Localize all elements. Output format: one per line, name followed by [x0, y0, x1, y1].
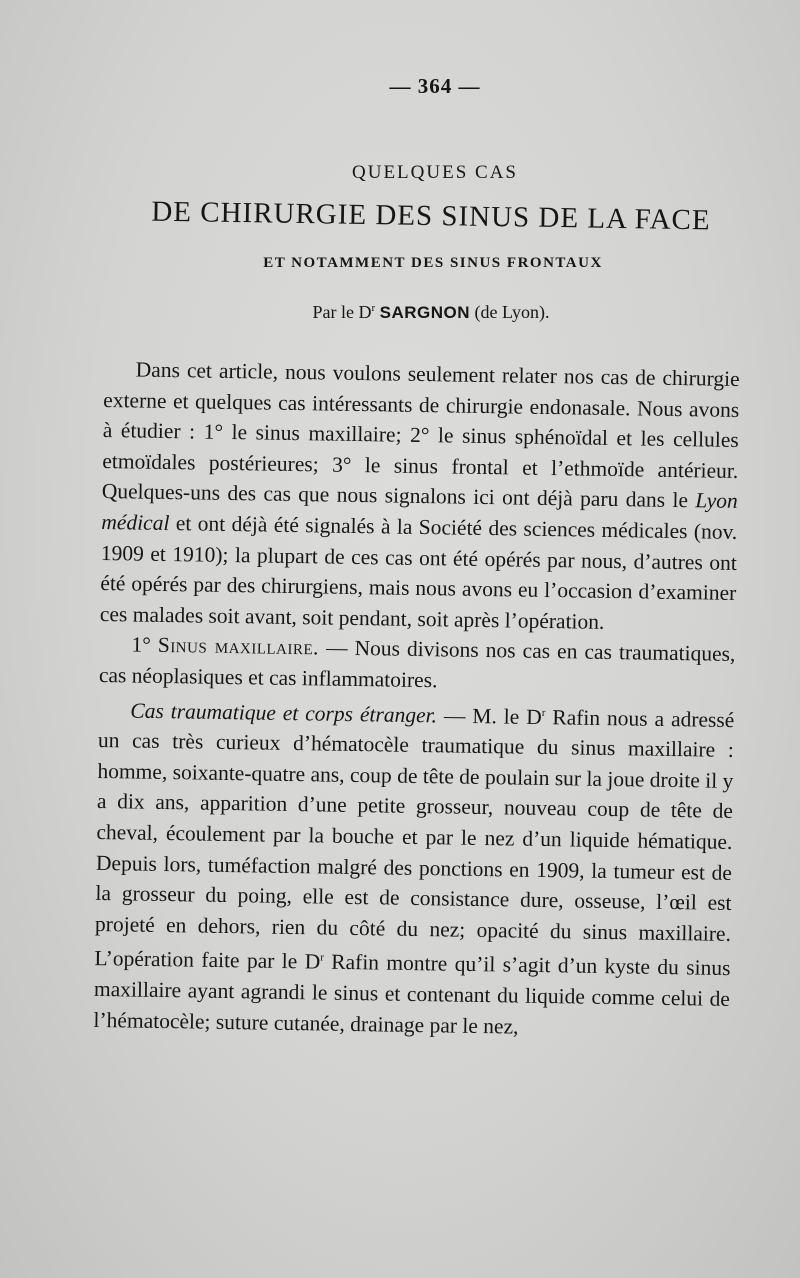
title-line-1: QUELQUES CAS — [352, 162, 518, 183]
case-sup-2: r — [320, 951, 325, 964]
article-body — [93, 354, 740, 1045]
section-title: Sinus maxillaire. — [157, 633, 320, 660]
section-text: — Nous divisons nos cas en cas traumatiques, cas néoplasiques et cas inflammatoires. — [98, 635, 736, 693]
case-text-b: Rafin nous a adressé un cas très curieux d’hématocèle traumatique du sinus maxillaire : homme, soixante-quatre ans, coup de tête de poulain sur la joue droite il y a dix ans, apparition d’une petite grosseur, nouveau coup de tête de cheval, écoulement par la bouche et par le nez d’un liquide hématique. Depuis lors, tuméfaction malgré des ponctions en 1909, la tumeur est de la grosseur du poing, elle est de consistance dure, osseuse, l’œil est projeté en dehors, rien du côté du nez; opacité du sinus maxillaire. L’opération faite par le D — [94, 704, 735, 975]
intro-text-b: et ont déjà été signalés à la Société des sciences médicales (nov. 1909 et 1910); la plupart de ces cas ont été opérés par nous, d’autres ont été opérés par des chirurgiens, mais nous avons eu l’occasion d’examiner ces malades soit avant, soit pendant, soit après l’opération. — [99, 511, 738, 634]
paragraph-intro — [100, 354, 740, 639]
page-number: — 364 — — [389, 74, 481, 98]
author-name: SARGNON — [379, 303, 471, 322]
author-suffix: (de Lyon). — [474, 302, 550, 322]
journal-title: Lyon médical — [101, 488, 738, 536]
author-prefix: Par le D — [312, 302, 372, 322]
author-line — [0, 302, 800, 323]
title-line-2: DE CHIRURGIE DES SINUS DE LA FACE — [151, 195, 711, 237]
author-title-sup: r — [371, 302, 376, 314]
case-sup-1: r — [541, 706, 546, 719]
intro-text-a: Dans cet article, nous voulons seulement relater nos cas de chirurgie externe et quelques cas intéressants de chirurgie endonasale. Nous avons à étudier : 1° le sinus maxillaire; 2° le sinus sphénoïdal et les cellules etmoïdales postérieures; 3° le sinus frontal et l’ethmoïde antérieur. Quelques-uns des cas que nous signalons ici ont déjà paru dans le — [101, 357, 740, 513]
case-subtitle: Cas traumatique et corps étranger. — [130, 698, 438, 727]
section-number: 1° — [131, 632, 151, 658]
title-line-3: ET NOTAMMENT DES SINUS FRONTAUX — [263, 255, 603, 271]
paragraph-section — [99, 629, 736, 700]
case-text-a: — M. le D — [443, 703, 542, 729]
paragraph-case — [93, 690, 734, 1045]
case-text-c: Rafin montre qu’il s’agit d’un kyste du sinus maxillaire ayant agrandi le sinus et contenant du liquide comme celui de l’hématocèle; suture cutanée, drainage par le nez, — [93, 950, 731, 1039]
